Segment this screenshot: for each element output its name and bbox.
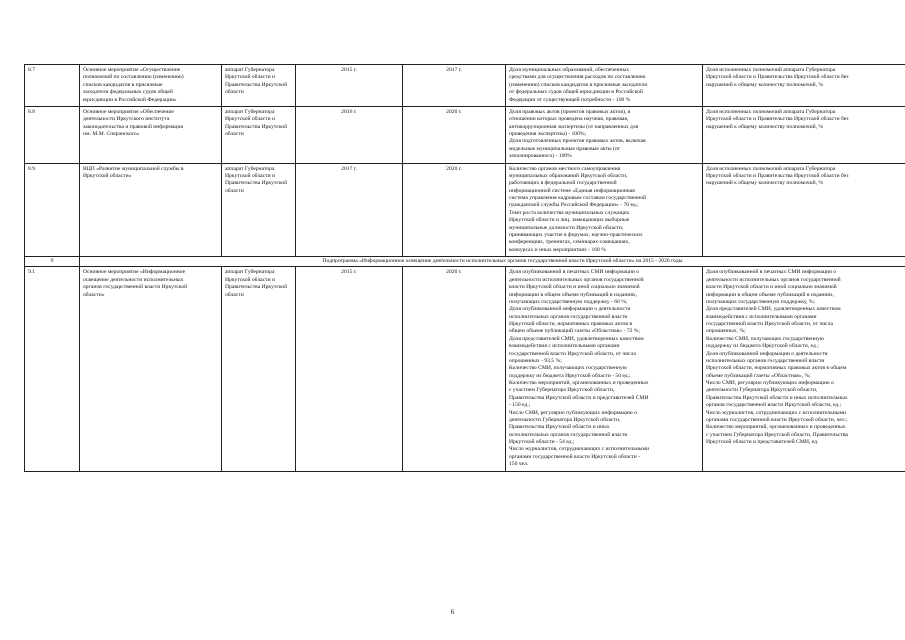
- expected-result-line: опрошенных - 93,5 %;: [509, 357, 562, 364]
- measure-executor-line: области: [225, 187, 244, 194]
- subprogram-row: [25, 257, 905, 267]
- row-number: 8.8: [25, 106, 80, 163]
- expected-result-line: деятельности Губернатора Иркутской области,: [509, 416, 621, 423]
- expected-result-line: Темп роста количества муниципальных служащих: [509, 209, 630, 216]
- row-number: 9.1: [25, 267, 80, 471]
- measure-name-line: ВЦП «Развитие муниципальной службы в: [83, 165, 184, 172]
- measure-executor-line: Иркутской области и: [225, 74, 275, 81]
- measure-executor-line: области: [225, 89, 244, 96]
- table-row: [25, 106, 905, 163]
- end-year: 2020 г.: [403, 106, 506, 163]
- expected-result-line: средствами для осуществления расходов по составлению: [509, 74, 646, 81]
- end-year: 2020 г.: [403, 163, 506, 257]
- expected-result: [506, 163, 703, 257]
- target-indicator-line: государственной власти Иркутской области, от числа: [706, 321, 833, 327]
- measures-table-body: [25, 65, 905, 472]
- expected-result-line: Количество органов местного самоуправления: [509, 165, 621, 172]
- expected-result-line: модельные муниципальные правовые акты (от: [509, 145, 621, 152]
- subprogram-number: 9: [25, 257, 80, 267]
- expected-result-line: отношении которых проведена научная, правовая,: [509, 116, 629, 123]
- measure-executor: [222, 106, 296, 163]
- expected-result-line: деятельности исполнительных органов государственной: [509, 276, 644, 283]
- measure-name: [80, 163, 222, 257]
- expected-result-line: Доля опубликованной информации о деятельности: [509, 306, 631, 313]
- measure-name: [80, 267, 222, 471]
- target-indicator-line: нарушений к общему количеству полномочий, %: [706, 180, 824, 187]
- target-indicator-line: Доля опубликованной информации о деятельности: [706, 350, 828, 357]
- measure-executor-line: аппарат Губернатора: [225, 67, 275, 73]
- measure-name-line: Основное мероприятие «Осуществление: [83, 67, 181, 73]
- start-year: 2017 г.: [296, 163, 403, 257]
- target-indicator-line: Иркутской области и Правительства Иркутской области без: [706, 116, 849, 123]
- expected-result-line: Иркутской области, нормативных правовых актов в: [509, 321, 632, 327]
- start-year: 2015 г.: [296, 267, 403, 471]
- expected-result: [506, 106, 703, 163]
- expected-result-line: получающих государственную поддержку - 60 %;: [509, 298, 628, 305]
- expected-result-line: Правительства Иркутской области и представителей СМИ: [509, 394, 649, 401]
- start-year: 2016 г.: [296, 106, 403, 163]
- expected-result-line: Доля представителей СМИ, удовлетворенных качеством: [509, 335, 644, 342]
- target-indicator-line: органами государственной власти Иркутской области, чел.;: [706, 416, 848, 423]
- target-indicator-line: Иркутской области и Правительства Иркутской области без: [706, 172, 849, 179]
- expected-result-line: - 150 ед.;: [509, 402, 531, 409]
- expected-result-line: Правительства Иркутской области и иных: [509, 424, 610, 431]
- expected-result-line: исполнительных органов государственной власти: [509, 313, 628, 320]
- expected-result-line: Число СМИ, регулярно публикующих информацию о: [509, 409, 637, 416]
- target-indicator-line: Иркутской области и Правительства Иркутской области без: [706, 74, 849, 81]
- target-indicator-line: Доля исполненных полномочий аппарата Губернатора: [706, 165, 836, 172]
- measure-executor-line: области: [225, 131, 244, 137]
- measure-name-line: заседатели федеральных судов общей: [83, 89, 173, 96]
- expected-result-line: Иркутской области и лиц, замещающих выборные: [509, 217, 630, 224]
- target-indicator-line: поддержку из бюджета Иркутской области, ед.;: [706, 343, 819, 350]
- target-indicator-line: с участием Губернатора Иркутской области, Правительства: [706, 431, 848, 438]
- target-indicator-line: Доля представителей СМИ, удовлетворенных качеством: [706, 306, 841, 313]
- measure-executor-line: Иркутской области и: [225, 276, 275, 283]
- target-indicator-line: Число СМИ, регулярно публикующих информацию о: [706, 380, 834, 386]
- target-indicator-line: объеме публикаций газеты «Областная», %;: [706, 372, 811, 379]
- expected-result-line: муниципальные должности Иркутской области,: [509, 224, 624, 231]
- table-row: [25, 65, 905, 107]
- measure-executor: [222, 163, 296, 257]
- measure-executor-line: Правительства Иркутской: [225, 284, 288, 291]
- measure-executor-line: области: [225, 291, 244, 298]
- target-indicator-line: опрошенных, %;: [706, 328, 746, 335]
- measure-name-line: Основное мероприятие «Обеспечение: [83, 108, 174, 115]
- end-year: 2017 г.: [403, 65, 506, 107]
- expected-result-line: 150 чел.: [509, 461, 529, 468]
- expected-result-line: Доля правовых актов (проектов правовых актов), в: [509, 108, 631, 115]
- measure-executor-line: аппарат Губернатора: [225, 108, 275, 115]
- row-number: 8.9: [25, 163, 80, 257]
- target-indicator-line: исполнительных органов государственной власти: [706, 357, 825, 364]
- measure-executor-line: Правительства Иркутской: [225, 81, 288, 88]
- target-indicator-line: деятельности исполнительных органов государственной: [706, 276, 841, 283]
- target-indicator-line: Иркутской области и представителей СМИ, ед.: [706, 439, 819, 445]
- target-indicator-line: нарушений к общему количеству полномочий, %: [706, 123, 824, 130]
- expected-result: [506, 267, 703, 471]
- subprogram-title: Подпрограмма «Информационное освещение деятельности исполнительных органов государственной власти Иркутской области» на 2015 - 2020 годы: [80, 257, 905, 267]
- measure-executor-line: Иркутской области и: [225, 172, 275, 179]
- measure-executor: [222, 267, 296, 471]
- target-indicator-line: деятельности Губернатора Иркутской области,: [706, 387, 818, 394]
- expected-result-line: (изменению) списков кандидатов в присяжные заседатели: [509, 81, 648, 88]
- measure-executor-line: аппарат Губернатора: [225, 165, 275, 172]
- target-indicator-line: Доля исполненных полномочий аппарата Губернатора: [706, 108, 836, 115]
- expected-result-line: муниципальных образований Иркутской области,: [509, 172, 628, 179]
- expected-result-line: исполнительных органов государственной власти: [509, 431, 628, 438]
- measure-name-line: Основное мероприятие «Информационное: [83, 269, 186, 276]
- table-row: [25, 267, 905, 471]
- measure-name-line: освещение деятельности исполнительных: [83, 276, 184, 283]
- target-indicator-line: Количество СМИ, получающих государственную: [706, 335, 824, 342]
- measures-table: [24, 64, 905, 472]
- expected-result-line: поддержку из бюджета Иркутской области - 50 ед.;: [509, 372, 631, 379]
- expected-result-line: Доля опубликованной в печатных СМИ информации о: [509, 269, 640, 276]
- end-year: 2020 г.: [403, 267, 506, 471]
- target-indicator-line: информации в общем объеме публикаций в изданиях,: [706, 291, 835, 298]
- target-indicator-line: взаимодействия с исполнительными органами: [706, 313, 817, 320]
- start-year: 2015 г.: [296, 65, 403, 107]
- expected-result-line: информационной системе «Единая информационная: [509, 187, 635, 194]
- target-indicator-line: нарушений к общему количеству полномочий, %: [706, 81, 824, 88]
- expected-result-line: конференциях, тренингах, семинарах-совещаниях,: [509, 239, 630, 246]
- target-indicator: [703, 106, 905, 163]
- expected-result-line: антикоррупционная экспертизы (от направленных для: [509, 123, 639, 130]
- measure-executor-line: аппарат Губернатора: [225, 269, 275, 276]
- expected-result-line: Доля подготовленных проектов правовых актов, включая: [509, 138, 646, 145]
- expected-result-line: органами государственной власти Иркутской области -: [509, 453, 641, 460]
- measure-name-line: полномочий по составлению (изменению): [83, 74, 184, 81]
- measure-name-line: органов государственной власти Иркутской: [83, 284, 188, 291]
- target-indicator-line: Иркутской области, нормативных правовых актов в общем: [706, 365, 847, 372]
- measure-name-line: деятельности Иркутского института: [83, 116, 170, 123]
- expected-result-line: запланированного) - 100%: [509, 153, 572, 160]
- measure-name-line: юрисдикции в Российской Федерации»: [83, 96, 177, 103]
- expected-result-line: Иркутской области - 54 ед.;: [509, 439, 575, 445]
- expected-result-line: Доля муниципальных образований, обеспеченных: [509, 67, 630, 73]
- expected-result-line: государственной власти Иркутской области, от числа: [509, 350, 636, 357]
- measure-name-line: Иркутской области»: [83, 172, 132, 179]
- target-indicator-line: Число журналистов, сотрудничающих с исполнительными: [706, 409, 847, 416]
- expected-result-line: Количество мероприятий, организованных и проведенных: [509, 380, 649, 386]
- expected-result-line: конкурсах и иных мероприятиях - 168 %: [509, 246, 606, 253]
- target-indicator-line: получающих государственную поддержку, %;: [706, 298, 816, 305]
- expected-result-line: принявающих участие в форумах, научно-практических: [509, 231, 643, 238]
- target-indicator: [703, 267, 905, 471]
- target-indicator-line: Доля исполненных полномочий аппарата Губернатора: [706, 67, 836, 73]
- target-indicator-line: органов государственной власти Иркутской области, ед.;: [706, 402, 842, 409]
- expected-result-line: от федеральных судов общей юрисдикции в Российской: [509, 89, 643, 96]
- measure-name-line: законодательства и правовой информации: [83, 123, 184, 130]
- expected-result-line: взаимодействия с исполнительными органами: [509, 343, 620, 350]
- measure-executor-line: Правительства Иркутской: [225, 180, 288, 187]
- measure-executor-line: Иркутской области и: [225, 116, 275, 123]
- expected-result-line: Федерации от существующей потребности - 100 %: [509, 96, 631, 103]
- target-indicator-line: Количество мероприятий, организованных и проведенных: [706, 424, 846, 431]
- table-row: [25, 163, 905, 257]
- page-number: 6: [450, 608, 455, 616]
- target-indicator: [703, 163, 905, 257]
- expected-result-line: работающих в федеральной государственной: [509, 180, 617, 187]
- measure-name-line: области»: [83, 291, 105, 298]
- expected-result-line: общем объеме публикаций газеты «Областная» - 72 %;: [509, 328, 640, 335]
- row-number: 8.7: [25, 65, 80, 107]
- expected-result-line: Число журналистов, сотрудничающих с исполнительными: [509, 446, 650, 453]
- measure-name-line: списков кандидатов в присяжные: [83, 81, 163, 88]
- measure-executor-line: Правительства Иркутской: [225, 123, 288, 130]
- expected-result-line: власти Иркутской области и иной социально значимой: [509, 284, 640, 291]
- target-indicator: [703, 65, 905, 107]
- measure-name: [80, 65, 222, 107]
- expected-result-line: Количество СМИ, получающих государственную: [509, 365, 627, 372]
- measure-executor: [222, 65, 296, 107]
- expected-result: [506, 65, 703, 107]
- target-indicator-line: власти Иркутской области и иной социально значимой: [706, 284, 837, 291]
- measure-name: [80, 106, 222, 163]
- expected-result-line: с участием Губернатора Иркутской области,: [509, 387, 615, 394]
- expected-result-line: информации в общем объеме публикаций в изданиях,: [509, 291, 638, 298]
- expected-result-line: гражданской службы Российской Федерации» - 70 ед.;: [509, 202, 639, 209]
- expected-result-line: проведения экспертизы) - 100%;: [509, 131, 587, 137]
- expected-result-line: система управления кадровым составом государственной: [509, 195, 647, 201]
- measure-name-line: им. М.М. Сперанского»: [83, 131, 140, 137]
- target-indicator-line: Доля опубликованной в печатных СМИ информации о: [706, 269, 837, 276]
- target-indicator-line: Правительства Иркутской области и иных исполнительных: [706, 394, 848, 401]
